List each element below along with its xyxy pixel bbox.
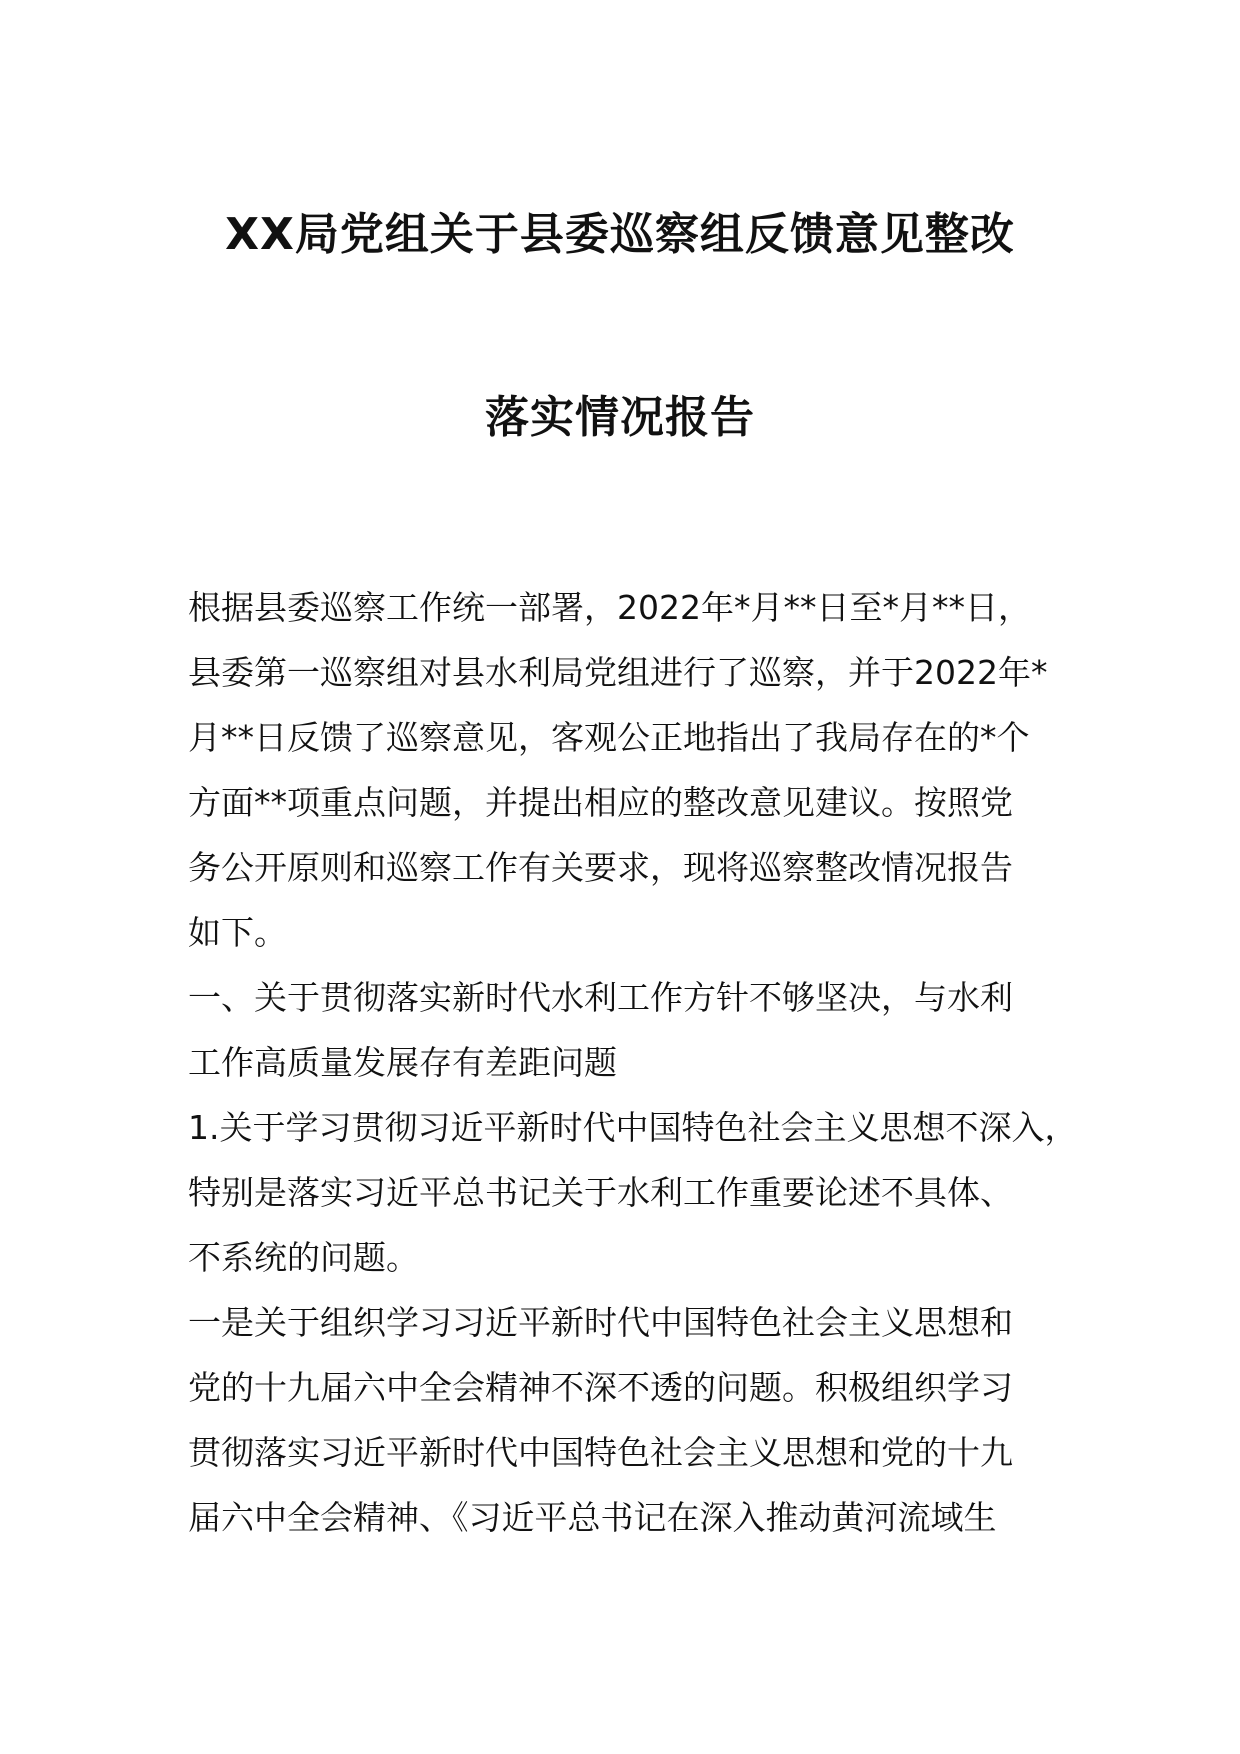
body-line: 贯彻落实习近平新时代中国特色社会主义思想和党的十九 [188,1433,1013,1472]
document-title-line-2: 落实情况报告 [485,392,755,443]
body-line: 党的十九届六中全会精神不深不透的问题。积极组织学习 [188,1368,1013,1407]
document-title-line-1: XX局党组关于县委巡察组反馈意见整改 [225,209,1015,260]
body-line: 根据县委巡察工作统一部署，2022年*月**日至*月**日， [188,588,1031,627]
subsection-heading-line: 特别是落实习近平总书记关于水利工作重要论述不具体、 [188,1173,1013,1212]
body-line: 一是关于组织学习习近平新时代中国特色社会主义思想和 [188,1303,1013,1342]
document-body [188,575,1078,1550]
subsection-heading-line: 1.关于学习贯彻习近平新时代中国特色社会主义思想不深入， [188,1108,1078,1147]
body-line: 县委第一巡察组对县水利局党组进行了巡察，并于2022年* [188,653,1048,692]
body-line: 月**日反馈了巡察意见，客观公正地指出了我局存在的*个 [188,718,1030,757]
section-heading-line: 一、关于贯彻落实新时代水利工作方针不够坚决，与水利 [188,978,1013,1017]
subsection-heading-line: 不系统的问题。 [188,1238,419,1277]
body-line: 方面**项重点问题，并提出相应的整改意见建议。按照党 [188,783,1013,822]
section-heading-line: 工作高质量发展存有差距问题 [188,1043,617,1082]
body-line: 如下。 [188,913,287,952]
body-line: 务公开原则和巡察工作有关要求，现将巡察整改情况报告 [188,848,1013,887]
body-line: 届六中全会精神、《习近平总书记在深入推动黄河流域生 [188,1498,997,1537]
